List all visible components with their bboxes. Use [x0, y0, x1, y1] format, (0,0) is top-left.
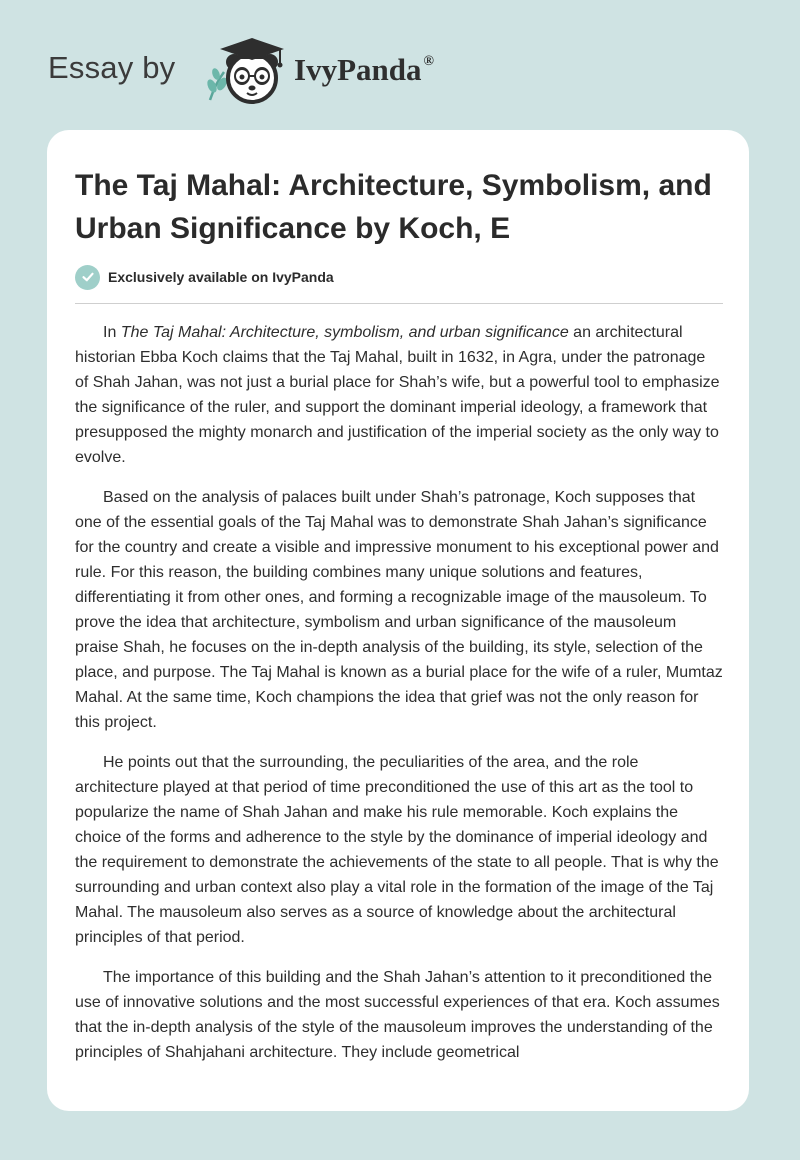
- paragraph: The importance of this building and the Shah Jahan’s attention to it preconditioned the use of innovative solutions and the most successful experiences of that era. Koch assumes that the in-depth analysis of the style of the mausoleum improves the understanding of the principles of Shahjahani architecture. They include geometrical: [75, 969, 720, 1061]
- book-title: The Taj Mahal: Architecture, symbolism, and urban significance: [120, 324, 569, 341]
- badge-text: Exclusively available on IvyPanda: [108, 269, 334, 285]
- essay-card: [47, 130, 749, 1111]
- registered-mark: ®: [423, 54, 434, 69]
- divider: [75, 303, 723, 304]
- paragraph: In The Taj Mahal: Architecture, symbolism, and urban significance an architectural historian Ebba Koch claims that the Taj Mahal, built in 1632, in Agra, under the patronage of Shah Jahan, was not just a burial place for Shah’s wife, but a powerful tool to emphasize the significance of the ruler, and support the dominant imperial ideology, a framework that presupposed the mighty monarch and justification of the imperial society as the only way to evolve.: [75, 324, 720, 466]
- paragraph: Based on the analysis of palaces built under Shah’s patronage, Koch supposes that one of the essential goals of the Taj Mahal was to demonstrate Shah Jahan’s significance for the country and create a visible and impressive monument to his exceptional power and rule. For this reason, the building combines many unique solutions and features, differentiating it from other ones, and forming a recognizable image of the mausoleum. To prove the idea that architecture, symbolism and urban significance of the mausoleum praise Shah, he focuses on the in-depth analysis of the building, its style, selection of the place, and purpose. The Taj Mahal is known as a burial place for the wife of a ruler, Mumtaz Mahal. At the same time, Koch champions the idea that grief was not the only reason for this project.: [75, 489, 723, 731]
- exclusive-badge: [75, 264, 334, 290]
- site-header-brand[interactable]: [48, 34, 488, 106]
- brand-name: IvyPanda ®: [294, 52, 434, 87]
- essay-body: [75, 320, 723, 1080]
- brand-prefix: Essay by: [48, 50, 176, 85]
- checkmark-icon: [75, 265, 100, 290]
- panda-graduate-logo-icon: [204, 34, 288, 106]
- paragraph: He points out that the surrounding, the peculiarities of the area, and the role architecture played at that period of time preconditioned the use of this art as the tool to popularize the name of Shah Jahan and make his rule memorable. Koch explains the choice of the forms and adherence to the style by the dominance of imperial ideology and the requirement to demonstrate the achievements of the state to all people. That is why the surrounding and urban context also play a vital role in the formation of the image of the Taj Mahal. The mausoleum also serves as a source of knowledge about the architectural principles of that period.: [75, 754, 719, 946]
- page-title: The Taj Mahal: Architecture, Symbolism, and Urban Significance by Koch, E: [75, 169, 712, 245]
